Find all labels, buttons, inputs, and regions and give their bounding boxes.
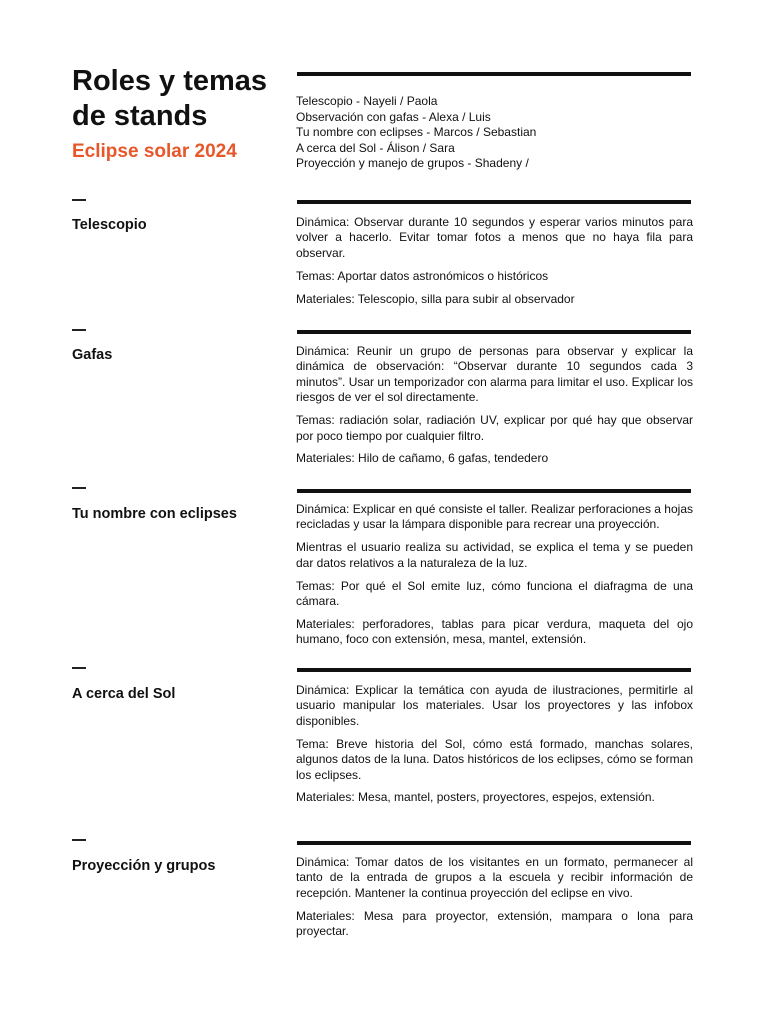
section-rule — [297, 841, 691, 845]
section-dash — [72, 667, 86, 669]
section-dash — [72, 199, 86, 201]
role-line: Telescopio - Nayeli / Paola — [296, 94, 438, 108]
section-body-tu-nombre — [296, 502, 693, 655]
section-paragraph: Materiales: Mesa, mantel, posters, proyectores, espejos, extensión. — [296, 790, 655, 805]
section-paragraph: Dinámica: Observar durante 10 segundos y esperar varios minutos para volver a hacerlo. Evitar tomar fotos a menos que no haya fila para observar. — [296, 215, 693, 260]
section-dash — [72, 839, 86, 841]
section-paragraph: Dinámica: Reunir un grupo de personas para observar y explicar la dinámica de observación: “Observar durante 10 segundos cada 3 minutos”. Usar un temporizador con alarma para limitar el uso. Explicar los riesgos de ver el sol directamente. — [296, 344, 693, 405]
section-rule — [297, 200, 691, 204]
section-body-telescopio — [296, 215, 693, 315]
section-paragraph: Mientras el usuario realiza su actividad, se explica el tema y se pueden dar datos relativos a la naturaleza de la luz. — [296, 540, 693, 570]
section-dash — [72, 487, 86, 489]
section-rule — [297, 668, 691, 672]
section-paragraph: Tema: Breve historia del Sol, cómo está formado, manchas solares, algunos datos de la luna. Datos históricos de los eclipses, cómo se forman los eclipses. — [296, 736, 693, 782]
section-paragraph: Temas: radiación solar, radiación UV, explicar por qué hay que observar por poco tiempo por cualquier filtro. — [296, 413, 693, 443]
section-title-proyeccion: Proyección y grupos — [72, 858, 216, 874]
section-paragraph: Materiales: perforadores, tablas para picar verdura, maqueta del ojo humano, foco con extensión, mesa, mantel, extensión. — [296, 616, 693, 647]
section-paragraph: Temas: Aportar datos astronómicos o históricos — [296, 268, 549, 283]
section-title-gafas: Gafas — [72, 347, 113, 363]
header-rule — [297, 72, 691, 76]
section-paragraph: Materiales: Hilo de cañamo, 6 gafas, tendedero — [296, 451, 549, 466]
section-paragraph: Temas: Por qué el Sol emite luz, cómo funciona el diafragma de una cámara. — [296, 578, 693, 609]
role-line: Tu nombre con eclipses - Marcos / Sebastian — [296, 125, 537, 139]
section-dash — [72, 329, 86, 331]
roles-list — [296, 94, 696, 172]
role-line: Proyección y manejo de grupos - Shadeny / — [296, 156, 529, 170]
section-body-gafas — [296, 344, 693, 474]
section-title-telescopio: Telescopio — [72, 217, 147, 233]
section-body-sol — [296, 683, 693, 813]
section-paragraph: Dinámica: Tomar datos de los visitantes en un formato, permanecer al tanto de la entrada de grupos a la escuela y recibir información de recepción. Mantener la continua proyección del eclipse en vivo. — [296, 855, 693, 900]
page-subtitle: Eclipse solar 2024 — [72, 141, 237, 162]
section-paragraph: Dinámica: Explicar en qué consiste el taller. Realizar perforaciones a hojas recicladas y usar la lámpara disponible para recrear una proyección. — [296, 502, 693, 532]
page-title: Roles y temas de stands — [72, 65, 268, 132]
role-line: Observación con gafas - Alexa / Luis — [296, 109, 491, 124]
section-rule — [297, 330, 691, 334]
section-paragraph: Materiales: Telescopio, silla para subir al observador — [296, 291, 575, 306]
section-paragraph: Dinámica: Explicar la temática con ayuda de ilustraciones, permitirle al usuario manipular los materiales. Usar los proyectores y las infobox disponibles. — [296, 683, 693, 728]
section-title-tu-nombre: Tu nombre con eclipses — [72, 506, 237, 522]
section-body-proyeccion — [296, 855, 693, 947]
section-paragraph: Materiales: Mesa para proyector, extensión, mampara o lona para proyectar. — [296, 908, 693, 939]
section-title-sol: A cerca del Sol — [72, 686, 176, 702]
section-rule — [297, 489, 691, 493]
role-line: A cerca del Sol - Álison / Sara — [296, 140, 455, 155]
